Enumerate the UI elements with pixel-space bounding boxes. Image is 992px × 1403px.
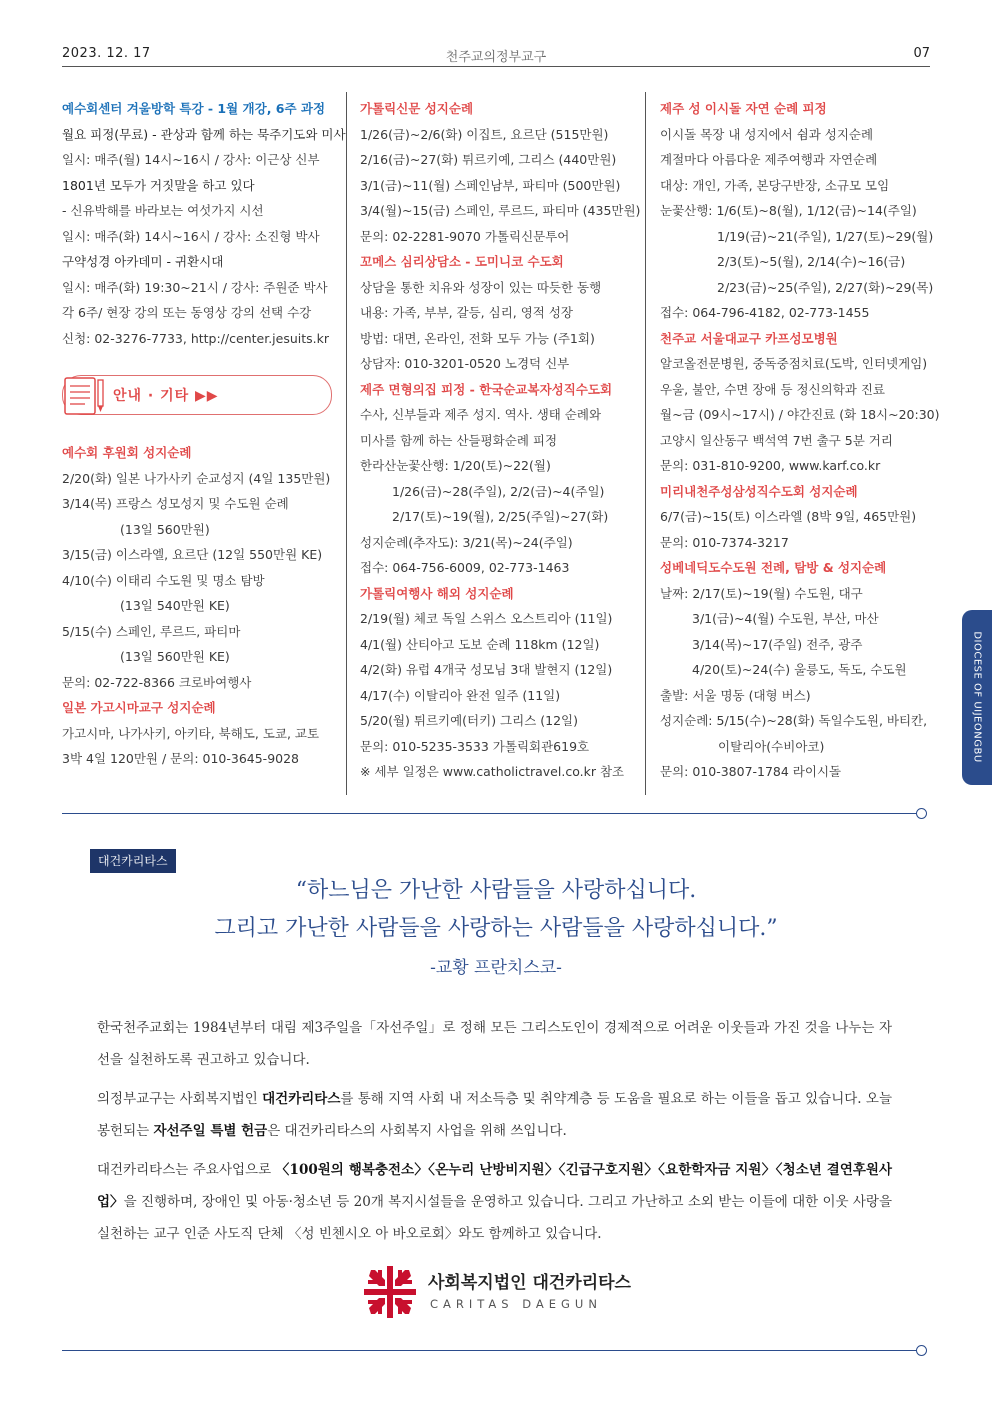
- diocese-side-tab: [962, 610, 992, 785]
- quote-attribution: -교황 프란치스코-: [430, 958, 562, 978]
- text-line: 신청: 02-3276-7733, http://center.jesuits.kr: [62, 330, 330, 346]
- section-heading: 성베네딕도수도원 전례, 탐방 & 성지순례: [660, 560, 887, 575]
- text-line: 문의: 02-722-8366 크로바여행사: [62, 674, 252, 690]
- text-line: (13일 560만원 KE): [120, 649, 230, 664]
- text-line: 2/19(월) 체코 독일 스위스 오스트리아 (11일): [360, 611, 613, 626]
- caritas-body: [97, 1012, 892, 1257]
- text-line: 4/2(화) 유럽 4개국 성모님 3대 발현지 (12일): [360, 662, 613, 677]
- text-line: 5/15(수) 스페인, 루르드, 파티마: [62, 623, 241, 639]
- text-line: 3/1(금)~11(월) 스페인남부, 파티마 (500만원): [360, 177, 621, 193]
- text-line: 2/3(토)~5(월), 2/14(수)~16(금): [717, 254, 906, 269]
- text-line: 상담자: 010-3201-0520 노경덕 신부: [360, 356, 570, 371]
- text-span: 대건카리타스는 주요사업으로: [97, 1162, 276, 1178]
- section-heading: 미리내천주성삼성직수도회 성지순례: [660, 483, 858, 499]
- text-line: 접수: 064-756-6009, 02-773-1463: [360, 560, 570, 575]
- side-tab-label: DIOCESE OF UIJEONGBU: [971, 631, 983, 763]
- text-line: 성지순례: 5/15(수)~28(화) 독일수도원, 바티칸,: [660, 713, 928, 728]
- text-line: 이시돌 목장 내 성지에서 쉼과 성지순례: [660, 126, 874, 142]
- divider-end-dot: [916, 808, 927, 819]
- text-line: 알코올전문병원, 중독중점치료(도박, 인터넷게임): [660, 356, 928, 371]
- column-left: [62, 96, 346, 351]
- publication-title: 천주교의정부교구: [445, 50, 547, 65]
- text-line: 미사를 함께 하는 산들평화순례 피정: [360, 432, 558, 448]
- text-line: 출발: 서울 명동 (대형 버스): [660, 687, 811, 703]
- bold-text: 〈100원의 행복충전소〉〈온누리 난방비지원〉〈긴급구호지원〉〈요한학자금 지원〉〈청소년 결연후원사업〉: [97, 1162, 892, 1210]
- text-span: 를 통해 지역 사회 내 저소득층 및 취약계층 등 도움을 필요로 하는 이들을 돕고 있습니다. 오늘 봉헌되는: [97, 1091, 892, 1139]
- text-line: 4/17(수) 이탈리아 완전 일주 (11일): [360, 687, 561, 703]
- column-left-lower: [62, 440, 334, 772]
- text-line: 2/20(화) 일본 나가사키 순교성지 (4일 135만원): [62, 470, 331, 486]
- section-heading: 제주 성 이시돌 자연 순례 피정: [660, 101, 827, 116]
- text-line: 3박 4일 120만원 / 문의: 010-3645-9028: [62, 751, 300, 766]
- column-divider: [645, 92, 646, 795]
- text-line: 1/19(금)~21(주일), 1/27(토)~29(월): [717, 228, 934, 244]
- text-line: ※ 세부 일정은 www.catholictravel.co.kr 참조: [360, 764, 625, 779]
- text-line: 5/20(월) 튀르키예(터키) 그리스 (12일): [360, 713, 578, 728]
- text-line: 월~금 (09시~17시) / 야간진료 (화 18시~20:30): [660, 407, 940, 422]
- text-line: 접수: 064-796-4182, 02-773-1455: [660, 305, 870, 320]
- text-line: 일시: 매주(월) 14시~16시 / 강사: 이근상 신부: [62, 152, 320, 167]
- caritas-section-tag: 대건카리타스: [90, 849, 176, 873]
- text-line: 고양시 일산동구 백석역 7번 출구 5분 거리: [660, 432, 893, 448]
- text-line: 문의: 010-3807-1784 라이시돌: [660, 764, 842, 779]
- text-line: 2/16(금)~27(화) 튀르키예, 그리스 (440만원): [360, 152, 617, 167]
- divider-end-dot: [916, 1345, 927, 1356]
- text-line: 대상: 개인, 가족, 본당구반장, 소규모 모임: [660, 177, 890, 193]
- text-line: 4/20(토)~24(수) 울릉도, 독도, 수도원: [692, 662, 907, 677]
- text-line: 1801년 모두가 거짓말을 하고 있다: [62, 177, 255, 193]
- text-span: 은 대건카리타스의 사회복지 사업을 위해 쓰입니다.: [267, 1123, 567, 1139]
- section-heading: 가톨릭신문 성지순례: [360, 101, 474, 116]
- text-line: 눈꽃산행: 1/6(토)~8(월), 1/12(금)~14(주일): [660, 203, 917, 218]
- footer-divider: [62, 1350, 920, 1351]
- text-line: 수사, 신부들과 제주 성지. 역사. 생태 순례와: [360, 407, 602, 422]
- text-line: 3/14(목) 프랑스 성모성지 및 수도원 순례: [62, 496, 289, 511]
- bold-text: 대건카리타스: [262, 1091, 341, 1107]
- caritas-logo-subtitle: CARITAS DAEGUN: [430, 1297, 602, 1311]
- body-paragraph-1: 한국천주교회는 1984년부터 대림 제3주일을「자선주일」로 정해 모든 그리스도인이 경제적으로 어려운 이웃들과 가진 것을 나누는 자선을 실천하도록 권고하고 있습니다.: [97, 1020, 892, 1068]
- body-paragraph-2: [97, 1083, 892, 1147]
- text-span: 의정부교구는 사회복지법인: [97, 1091, 263, 1107]
- text-line: 1/26(금)~28(주일), 2/2(금)~4(주일): [392, 483, 605, 499]
- text-line: 6/7(금)~15(토) 이스라엘 (8박 9일, 465만원): [660, 509, 917, 524]
- body-paragraph-3: [97, 1154, 892, 1250]
- section-heading: 꼬메스 심리상담소 - 도미니코 수도회: [360, 254, 564, 269]
- text-line: 문의: 031-810-9200, www.karf.co.kr: [660, 458, 881, 473]
- caritas-logo-icon: [362, 1264, 418, 1320]
- text-line: 우울, 불안, 수면 장애 등 정신의학과 진료: [660, 381, 885, 397]
- document-list-icon: [63, 374, 107, 416]
- text-line: 방법: 대면, 온라인, 전화 모두 가능 (주1회): [360, 330, 595, 346]
- section-heading: 일본 가고시마교구 성지순례: [62, 700, 216, 715]
- section-heading: 천주교 서울대교구 카프성모병원: [660, 330, 838, 346]
- section-heading: 예수회 후원회 성지순례: [62, 445, 192, 460]
- issue-date: 2023. 12. 17: [62, 46, 151, 61]
- text-line: 상담을 통한 치유와 성장이 있는 따듯한 동행: [360, 279, 602, 295]
- text-line: 이탈리아(수비아코): [718, 738, 825, 754]
- text-line: 3/1(금)~4(월) 수도원, 부산, 마산: [692, 611, 879, 626]
- info-etc-banner: [62, 375, 332, 415]
- section-divider: [62, 813, 920, 814]
- text-line: 문의: 02-2281-9070 가톨릭신문투어: [360, 228, 570, 244]
- section-heading: 예수회센터 겨울방학 특강 - 1월 개강, 6주 과정: [62, 101, 326, 116]
- text-line: 1/26(금)~2/6(화) 이집트, 요르단 (515만원): [360, 126, 609, 142]
- text-line: 각 6주/ 현장 강의 또는 동영상 강의 선택 수강: [62, 305, 312, 320]
- text-line: 4/10(수) 이태리 수도원 및 명소 탐방: [62, 572, 265, 588]
- text-line: 3/15(금) 이스라엘, 요르단 (12일 550만원 KE): [62, 547, 323, 562]
- text-line: 계절마다 아름다운 제주여행과 자연순례: [660, 152, 878, 167]
- text-line: - 신유박해를 바라보는 여섯가지 시선: [62, 203, 264, 218]
- text-line: (13일 560만원): [120, 521, 210, 537]
- text-line: 성지순례(추자도): 3/21(목)~24(주일): [360, 534, 573, 550]
- info-etc-label: 안내 · 기타 ▶▶: [113, 388, 219, 404]
- text-line: (13일 540만원 KE): [120, 598, 230, 613]
- text-line: 월요 피정(무료) - 관상과 함께 하는 묵주기도와 미사: [62, 126, 346, 142]
- text-line: 4/1(월) 산티아고 도보 순례 118km (12일): [360, 636, 600, 652]
- text-line: 한라산눈꽃산행: 1/20(토)~22(월): [360, 458, 551, 473]
- text-line: 날짜: 2/17(토)~19(월) 수도원, 대구: [660, 585, 863, 601]
- text-line: 3/4(월)~15(금) 스페인, 루르드, 파티마 (435만원): [360, 203, 641, 218]
- text-line: 일시: 매주(화) 14시~16시 / 강사: 소진형 박사: [62, 228, 320, 244]
- section-heading: 제주 면형의집 피정 - 한국순교복자성직수도회: [360, 381, 613, 397]
- page-header: [62, 44, 930, 67]
- text-line: 구약성경 아카데미 - 귀환시대: [62, 254, 224, 269]
- text-line: 문의: 010-5235-3533 가톨릭회관619호: [360, 738, 590, 754]
- text-line: 일시: 매주(화) 19:30~21시 / 강사: 주원준 박사: [62, 279, 328, 295]
- text-line: 가고시마, 나가사키, 아키타, 북해도, 도쿄, 교토: [62, 725, 320, 741]
- text-line: 2/17(토)~19(월), 2/25(주일)~27(화): [392, 509, 609, 524]
- quote-line-1: “하느님은 가난한 사람들을 사랑하십니다.: [295, 878, 697, 903]
- page-number: 07: [913, 46, 930, 61]
- text-span: 을 진행하며, 장애인 및 아동·청소년 등 20개 복지시설들을 운영하고 있습니다. 그리고 가난하고 소외 받는 이들에 대한 이웃 사랑을 실천하는 교구 인준 사도직 단체 〈성 빈첸시오 아 바오로회〉와도 함께하고 있습니다.: [97, 1194, 893, 1242]
- bold-text: 자선주일 특별 헌금: [153, 1123, 268, 1139]
- quote-line-2: 그리고 가난한 사람들을 사랑하는 사람들을 사랑하십니다.”: [214, 916, 778, 941]
- text-line: 3/14(목)~17(주일) 전주, 광주: [692, 636, 863, 652]
- column-right: [660, 96, 940, 785]
- text-line: 문의: 010-7374-3217: [660, 534, 789, 550]
- section-heading: 가톨릭여행사 해외 성지순례: [360, 585, 514, 601]
- column-middle: [360, 96, 641, 785]
- text-line: 내용: 가족, 부부, 갈등, 심리, 영적 성장: [360, 305, 573, 320]
- column-divider: [346, 92, 347, 795]
- text-line: 2/23(금)~25(주일), 2/27(화)~29(목): [717, 279, 934, 295]
- caritas-logo-name: 사회복지법인 대건카리타스: [428, 1273, 631, 1293]
